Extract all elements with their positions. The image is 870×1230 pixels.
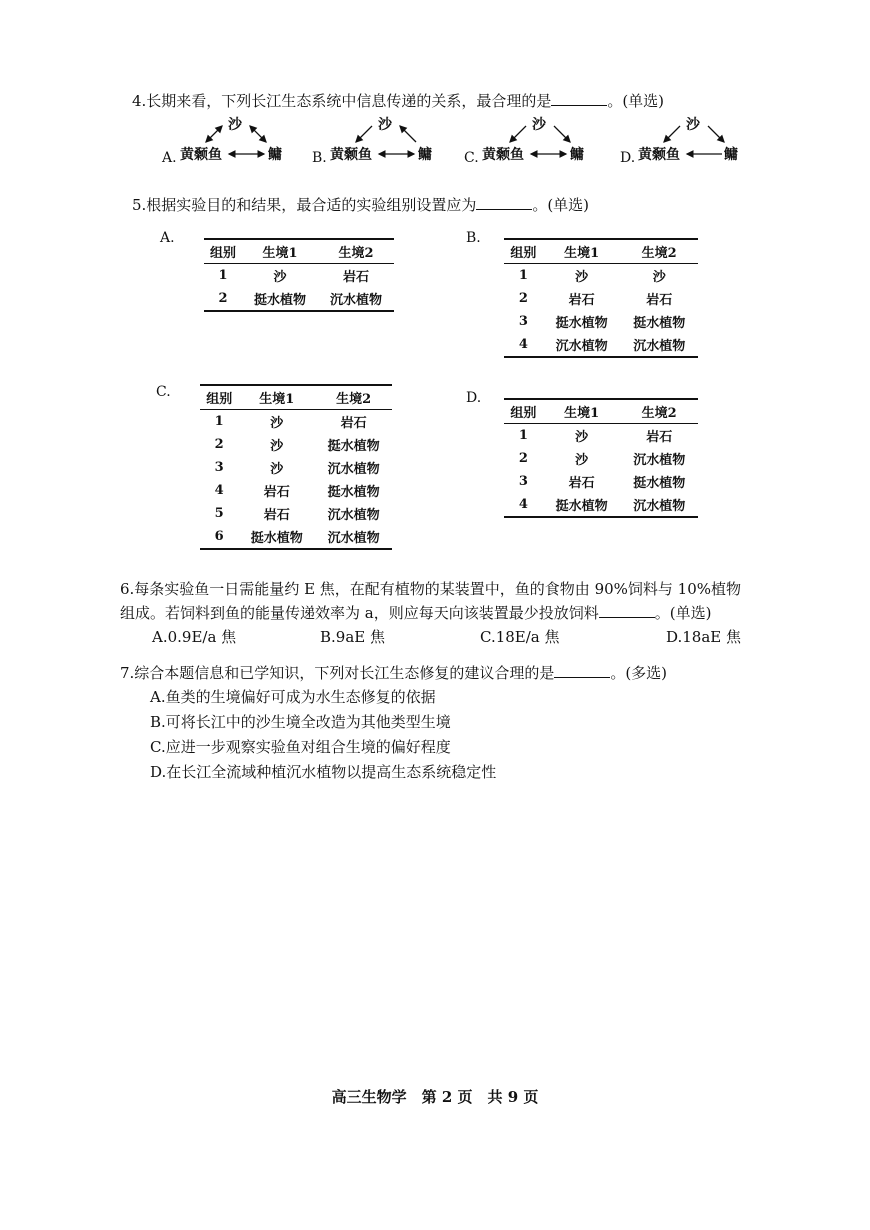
q4-text: 4.长期来看，下列长江生态系统中信息传递的关系，最合理的是 [132,92,552,110]
q6-text: 组成。若饲料到鱼的能量传递效率为 a，则应每天向该装置最少投放饲料 [120,604,599,622]
fish-node: 黄颡鱼 [638,147,680,163]
q7-blank [554,663,610,678]
q6-blank [599,603,655,618]
cell: 挺水植物 [250,531,303,546]
cell: 挺水植物 [327,439,380,454]
cell: 岩石 [342,270,369,285]
table-row [204,264,394,288]
table-row [504,424,698,448]
cell: 沙 [575,270,589,285]
q7-option-a: A.鱼类的生境偏好可成为水生态修复的依据 [150,688,436,706]
cell: 3 [518,314,528,329]
table-row [504,470,698,493]
sand-node: 沙 [532,117,546,133]
cell: 4 [518,497,528,512]
header-group: 组别 [204,239,242,264]
header-habitat1: 生境1 [543,399,621,424]
header-habitat2: 生境2 [318,239,394,264]
q7-option-b: B.可将长江中的沙生境全改造为其他类型生境 [150,713,451,731]
table-row [200,433,392,456]
cell: 挺水植物 [633,316,686,331]
cell: 岩石 [263,485,290,500]
cell: 沉水植物 [327,462,380,477]
q5-blank [476,195,532,210]
option-letter: C. [464,150,479,166]
cell: 沙 [270,416,284,431]
cell: 4 [518,337,528,352]
cell: 沉水植物 [633,499,686,514]
bighead-node: 鳙 [724,147,738,163]
q5-tail: 。(单选) [532,196,590,214]
fish-node: 黄颡鱼 [482,147,524,163]
sand-node: 沙 [228,117,242,133]
table-row [200,525,392,549]
q7-option-d: D.在长江全流域种植沉水植物以提高生态系统稳定性 [150,763,497,781]
header-habitat1: 生境1 [242,239,318,264]
table-row [200,410,392,434]
bighead-node: 鳙 [570,147,584,163]
cell: 沙 [270,439,284,454]
bighead-node: 鳙 [268,147,282,163]
header-habitat1: 生境1 [238,385,315,410]
table-row [200,479,392,502]
fish-node: 黄颡鱼 [330,147,372,163]
sand-node: 沙 [378,117,392,133]
cell: 1 [214,414,224,429]
table-row [504,333,698,357]
cell: 沉水植物 [327,508,380,523]
table-c-label: C. [156,384,171,400]
table-row [504,287,698,310]
header-group: 组别 [200,385,238,410]
cell: 1 [518,428,528,443]
cell: 挺水植物 [555,316,608,331]
cell: 沙 [270,462,284,477]
q5-text: 5.根据实验目的和结果，最合适的实验组别设置应为 [132,196,477,214]
table-row [504,493,698,517]
relation-arrows [312,114,462,174]
cell: 5 [214,506,224,521]
option-letter: D. [620,150,636,166]
q7-stem [120,662,667,683]
cell: 岩石 [340,416,367,431]
cell: 岩石 [646,430,673,445]
table-row [504,264,698,288]
option-letter: B. [312,150,327,166]
q7-tail: 。(多选) [610,664,668,682]
q4-option-b [312,114,462,174]
q4-option-c [464,114,614,174]
cell: 岩石 [568,476,595,491]
cell: 1 [218,268,228,283]
q6-tail: 。(单选) [654,604,712,622]
q4-tail: 。(单选) [607,92,665,110]
cell: 沙 [575,453,589,468]
page-footer: 高三生物学 第 2 页 共 9 页 [331,1088,539,1106]
cell: 6 [214,529,224,544]
q6-option-b: B.9aE 焦 [320,628,385,646]
cell: 沙 [652,270,666,285]
table-row [204,287,394,311]
cell: 沉水植物 [633,339,686,354]
cell: 3 [518,474,528,489]
header-habitat2: 生境2 [620,239,698,264]
relation-arrows [620,114,770,174]
table-a [204,238,394,312]
q6-option-c: C.18E/a 焦 [480,628,560,646]
cell: 沉水植物 [555,339,608,354]
fish-node: 黄颡鱼 [180,147,222,163]
cell: 2 [218,291,228,306]
q4-option-a [162,114,312,174]
option-letter: A. [162,150,177,166]
q6-line1: 6.每条实验鱼一日需能量约 E 焦，在配有植物的某装置中，鱼的食物由 90%饲料与 10%植物 [120,580,742,598]
header-habitat2: 生境2 [620,399,698,424]
cell: 2 [518,291,528,306]
table-b-label: B. [466,230,481,246]
cell: 3 [214,460,224,475]
q7-text: 7.综合本题信息和已学知识，下列对长江生态修复的建议合理的是 [120,664,555,682]
relation-arrows [162,114,312,174]
cell: 挺水植物 [633,476,686,491]
bighead-node: 鳙 [418,147,432,163]
q6-option-d: D.18aE 焦 [666,628,742,646]
cell: 沙 [273,270,287,285]
header-habitat2: 生境2 [315,385,392,410]
table-row [200,456,392,479]
cell: 岩石 [568,293,595,308]
table-b [504,238,698,358]
table-c [200,384,392,550]
cell: 沉水植物 [633,453,686,468]
cell: 岩石 [263,508,290,523]
cell: 2 [214,437,224,452]
q4-stem [132,90,664,111]
table-row [504,447,698,470]
header-habitat1: 生境1 [543,239,621,264]
cell: 2 [518,451,528,466]
cell: 沙 [575,430,589,445]
q5-stem [132,194,589,215]
header-group: 组别 [504,399,543,424]
cell: 1 [518,268,528,283]
relation-arrows [464,114,614,174]
table-row [200,502,392,525]
cell: 沉水植物 [329,293,382,308]
header-group: 组别 [504,239,543,264]
q6-option-a: A.0.9E/a 焦 [152,628,237,646]
cell: 挺水植物 [555,499,608,514]
q7-option-c: C.应进一步观察实验鱼对组合生境的偏好程度 [150,738,451,756]
table-d [504,398,698,518]
q4-blank [551,91,607,106]
sand-node: 沙 [686,117,700,133]
table-row [504,310,698,333]
q6-line2 [120,602,711,623]
cell: 岩石 [646,293,673,308]
q4-option-d [620,114,770,174]
cell: 4 [214,483,224,498]
cell: 挺水植物 [253,293,306,308]
table-a-label: A. [160,230,175,246]
cell: 沉水植物 [327,531,380,546]
cell: 挺水植物 [327,485,380,500]
table-d-label: D. [466,390,482,406]
